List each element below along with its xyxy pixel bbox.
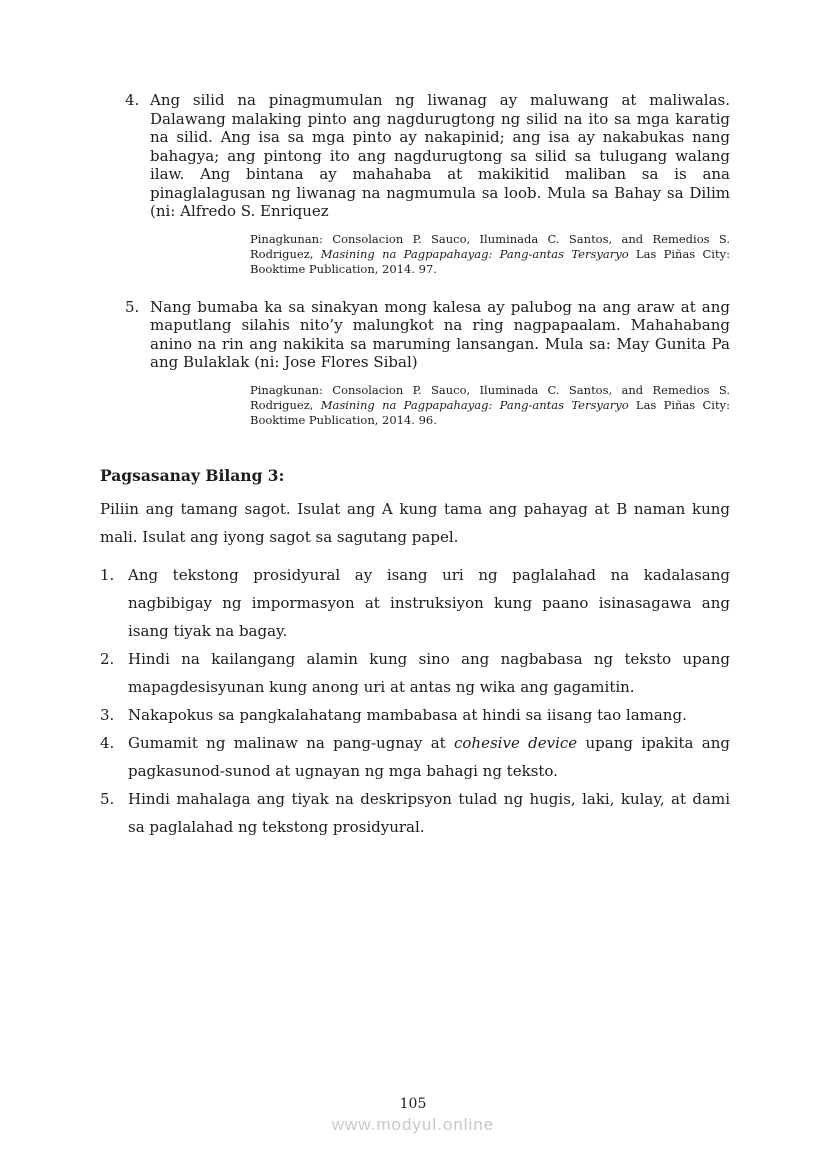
item-number: 4. [100, 733, 115, 752]
quote-item-4 [125, 91, 730, 221]
quote-text: Ang silid na pinagmumulan ng liwanag ay maluwang at maliwalas. Dalawang malaking pinto ang nagdurugtong ng silid na ito sa mga karatig na silid. Ang isa sa mga pinto ay nakapinid; ang isa ay nakabukas nang bahagya; ang pintong ito ang nagdurugtong sa silid sa tulugang walang ilaw. Ang bintana ay mahahaba at makikitid maliban sa is ana pinaglalagusan ng liwanag na nagmumula sa loob. Mula sa Bahay sa Dilim (ni: Alfredo S. Enriquez [150, 91, 730, 220]
quote-item-5 [125, 298, 730, 372]
exercise-item-2 [100, 645, 730, 701]
page-footer [0, 1096, 826, 1135]
item-text: Hindi mahalaga ang tiyak na deskripsyon tulad ng hugis, laki, kulay, at dami sa paglalahad ng tekstong prosidyural. [128, 789, 730, 836]
exercise-item-3 [100, 701, 730, 729]
item-text: Nakapokus sa pangkalahatang mambabasa at hindi sa iisang tao lamang. [128, 705, 687, 724]
exercise-instructions: Piliin ang tamang sagot. Isulat ang A kung tama ang pahayag at B naman kung mali. Isulat ang iyong sagot sa sagutang papel. [100, 499, 730, 546]
item-text-post: upang ipakita ang pagkasunod-sunod at ugnayan ng mga bahagi ng teksto. [128, 733, 730, 780]
item-text-italic: cohesive device [454, 733, 578, 752]
quote-text: Nang bumaba ka sa sinakyan mong kalesa ay palubog na ang araw at ang maputlang silahis nito’y malungkot na ring nagpapaalam. Mahahabang anino na rin ang nakikita sa maruming lansangan. Mula sa: May Gunita Pa ang Bulaklak (ni: Jose Flores Sibal) [150, 297, 730, 371]
item-number: 2. [100, 649, 115, 668]
citation-1 [250, 232, 730, 277]
citation-book-title: Masining na Pagpapahayag: Pang-antas Tersyaryo [320, 397, 629, 412]
exercise-item-4 [100, 729, 730, 785]
exercise-item-1 [100, 561, 730, 645]
quote-number: 5. [125, 297, 140, 316]
quote-number: 4. [125, 91, 140, 109]
exercise-list [100, 561, 730, 841]
item-text [128, 729, 730, 785]
citation-2 [250, 383, 730, 428]
item-text: Hindi na kailangang alamin kung sino ang nagbabasa ng teksto upang mapagdesisyunan kung anong uri at antas ng wika ang gagamitin. [128, 649, 730, 696]
exercise-heading: Pagsasanay Bilang 3: [100, 465, 285, 485]
page-content [100, 91, 730, 841]
item-number: 5. [100, 789, 115, 808]
watermark-url: www.modyul.online [331, 1115, 495, 1134]
citation-source: Pinagkunan: Consolacion P. Sauco, Iluminada C. Santos, and Remedios S. Rodriguez, [250, 231, 730, 261]
citation-publisher: Las Piñas City: Booktime Publication, 2014. 97. [250, 246, 730, 276]
page-number: 105 [399, 1096, 427, 1112]
exercise-item-5 [100, 785, 730, 841]
item-number: 3. [100, 705, 115, 724]
item-text: Ang tekstong prosidyural ay isang uri ng paglalahad na kadalasang nagbibigay ng impormasyon at instruksiyon kung paano isinasagawa ang isang tiyak na bagay. [128, 565, 730, 640]
citation-source: Pinagkunan: Consolacion P. Sauco, Iluminada C. Santos, and Remedios S. Rodriguez, [250, 382, 730, 412]
item-text-pre: Gumamit ng malinaw na pang-ugnay at [128, 733, 454, 752]
citation-publisher: Las Piñas City: Booktime Publication, 2014. 96. [250, 397, 730, 427]
item-number: 1. [100, 565, 115, 584]
citation-book-title: Masining na Pagpapahayag: Pang-antas Tersyaryo [320, 246, 629, 261]
